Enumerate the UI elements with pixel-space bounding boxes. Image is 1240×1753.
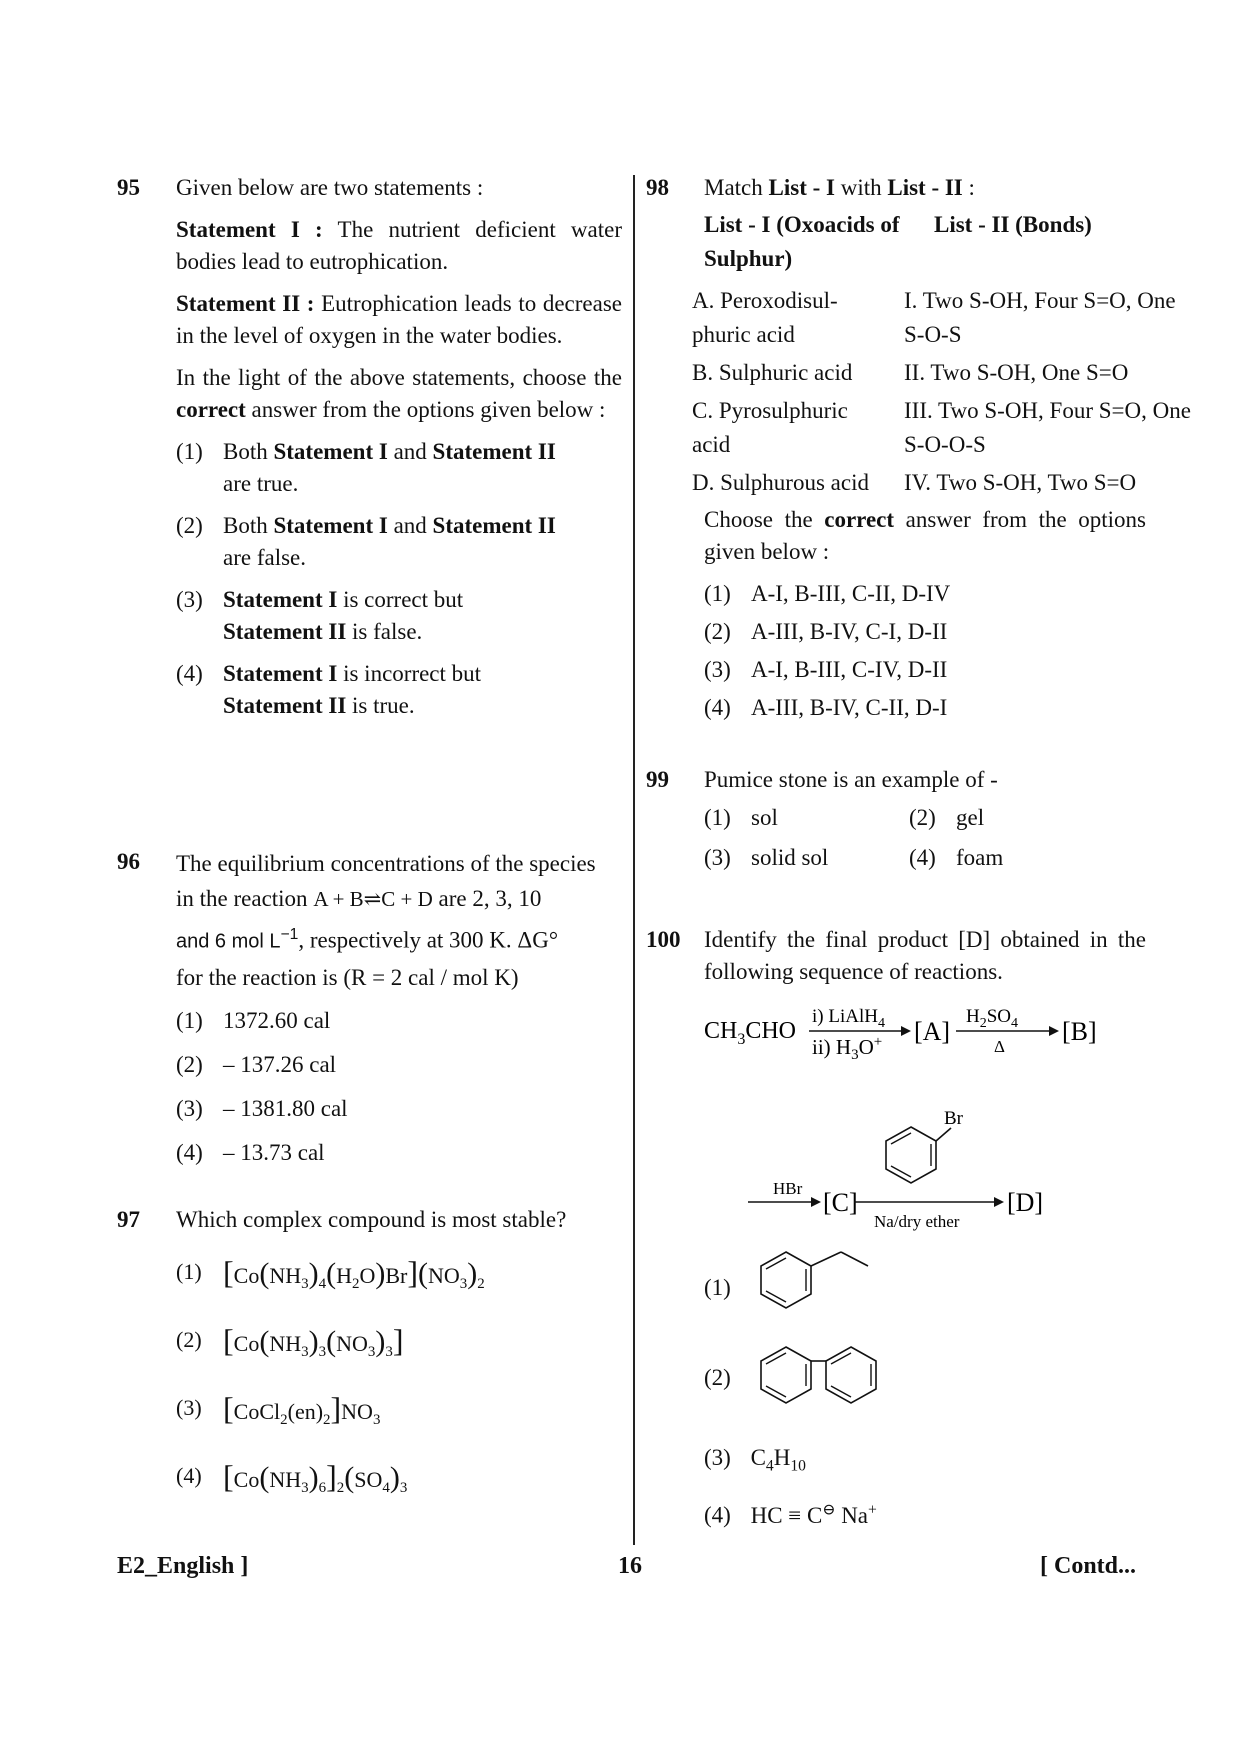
question-body [176, 1204, 622, 1522]
question-number: 96 [117, 849, 140, 874]
footer-page-number: 16 [618, 1553, 642, 1579]
question-stem: Identify the final product [D] obtained in the following sequence of reactions. [704, 927, 1146, 984]
question-stem: Match List - I with List - II : [704, 175, 975, 200]
question-number: 100 [646, 927, 681, 952]
reaction-scheme-line-2 [746, 1084, 1146, 1234]
match-header [704, 208, 1146, 276]
question-body [704, 764, 1146, 874]
question-stem: Which complex compound is most stable? [176, 1207, 567, 1232]
option-3[interactable]: (3) Statement I is correct but Statement II is false. [176, 587, 464, 644]
statement-2: Statement II : Eutrophication leads to decrease in the level of oxygen in the water bodies. [176, 291, 622, 348]
question-number: 97 [117, 1207, 140, 1232]
arrow-head [1049, 1026, 1059, 1036]
reagent-3: HBr [773, 1179, 803, 1198]
arrow-head [994, 1197, 1004, 1207]
option-3[interactable]: (3) $C_4H_{10}$ [704, 1445, 806, 1475]
option-2[interactable]: (2) – 137.26 cal [176, 1051, 337, 1077]
option-4[interactable]: (4) A-III, B-IV, C-II, D-I [704, 695, 948, 720]
option-1[interactable]: (1) 1372.60 cal [176, 1007, 331, 1033]
question-stem: Given below are two statements : [176, 175, 484, 200]
option-3[interactable]: (3) – 1381.80 cal [176, 1095, 348, 1121]
reagent-1-bottom: ii) $H_3O^+$ [812, 1034, 883, 1063]
question-100 [646, 924, 1146, 1528]
option-1[interactable]: (1) [704, 1275, 731, 1300]
column-divider [633, 175, 635, 1545]
list-1-heading: List - I (Oxoacids of Sulphur) [704, 212, 900, 271]
question-stem: Pumice stone is an example of - [704, 767, 998, 792]
options-grid [704, 802, 1146, 874]
match-row: D. Sulphurous acid IV. Two S-OH, Two S=O [692, 470, 1137, 495]
biphenyl-structure [751, 1342, 931, 1422]
footer-continued: [ Contd... [1040, 1553, 1137, 1579]
question-number: 99 [646, 767, 669, 792]
option-3[interactable]: (3) solid sol [704, 845, 829, 870]
question-number: 98 [646, 175, 669, 200]
statement-1: Statement I : The nutrient deficient water bodies lead to eutrophication. [176, 217, 623, 274]
bromobenzene-structure [886, 1108, 964, 1183]
option-1[interactable]: (1) sol [704, 805, 778, 830]
option-2[interactable]: (2) A-III, B-IV, C-I, D-II [704, 619, 948, 644]
option-1[interactable]: (1) Both Statement I and Statement II are true. [176, 439, 556, 496]
option-2[interactable]: (2) gel [909, 805, 985, 830]
question-number: 95 [117, 175, 140, 200]
reaction-scheme-line-1 [704, 996, 1164, 1066]
instruction: In the light of the above statements, choose the correct answer from the options given below : [176, 365, 622, 422]
intermediate-c: [C] [823, 1188, 858, 1217]
match-row: B. Sulphuric acid II. Two S-OH, One S=O [692, 360, 1129, 385]
option-2[interactable]: (2) Both Statement I and Statement II are false. [176, 513, 556, 570]
intermediate-b: [B] [1062, 1017, 1097, 1046]
option-4[interactable]: (4) HC ≡ C⊖ Na+ [704, 1501, 877, 1528]
reagent-2-top: $H_2SO_4$ [966, 1006, 1019, 1031]
question-body [704, 924, 1146, 998]
option-4[interactable]: (4) $[Co(NH_3)_6]_2(SO_4)_3$ [176, 1458, 408, 1497]
svg-text:CH3CHO: $CH_3CHO$ [704, 1018, 797, 1048]
match-row: A. Peroxodisul- phuric acid I. Two S-OH, Four S=O, One S-O-S [692, 288, 1176, 347]
question-body [176, 846, 622, 1179]
question-stem: The equilibrium concentrations of the species in the reaction A + B⇌C + D are 2, 3, 10 and 6 mol $L^{-1}$, respectively at 300 K. ΔG° for the reaction is (R = 2 cal / mol K) [176, 851, 596, 990]
final-product-d: [D] [1007, 1188, 1044, 1217]
option-4[interactable]: (4) – 13.73 cal [176, 1139, 325, 1165]
question-body [692, 172, 1191, 734]
footer-paper-code: E2_English ] [117, 1553, 249, 1579]
reagent-1-top: i) LiAlH$_4$ [812, 1006, 885, 1031]
reactant-formula: CH [704, 1018, 738, 1044]
match-table [692, 284, 1191, 500]
option-4[interactable]: (4) foam [909, 845, 1004, 870]
option-4[interactable]: (4) Statement I is incorrect but Statement II is true. [176, 661, 482, 718]
reagent-4: Na/dry ether [874, 1212, 960, 1231]
question-body [176, 172, 622, 732]
intermediate-a: [A] [914, 1017, 951, 1046]
ethylbenzene-structure [751, 1242, 891, 1332]
instruction: Choose the correct answer from the options given below : [704, 507, 1147, 564]
list-2-heading: List - II (Bonds) [934, 212, 1092, 237]
option-2[interactable]: (2) [704, 1365, 731, 1390]
option-3[interactable]: (3) A-I, B-III, C-IV, D-II [704, 657, 948, 682]
option-2[interactable]: (2) $[Co(NH_3)_3(NO_3)_3]$ [176, 1322, 404, 1361]
bromo-label: Br [944, 1108, 963, 1129]
arrow-head [901, 1026, 911, 1036]
option-1[interactable]: (1) $[Co(NH_3)_4(H_2O)Br](NO_3)_2$ [176, 1254, 485, 1293]
reagent-2-bottom: Δ [994, 1037, 1005, 1056]
match-row: C. Pyrosulphuric acid III. Two S-OH, Four S=O, One S-O-O-S [692, 398, 1191, 457]
arrow-head [811, 1197, 821, 1207]
option-3[interactable]: (3) $[CoCl_2(en)_2]NO_3$ [176, 1390, 381, 1429]
option-1[interactable]: (1) A-I, B-III, C-II, D-IV [704, 581, 951, 606]
